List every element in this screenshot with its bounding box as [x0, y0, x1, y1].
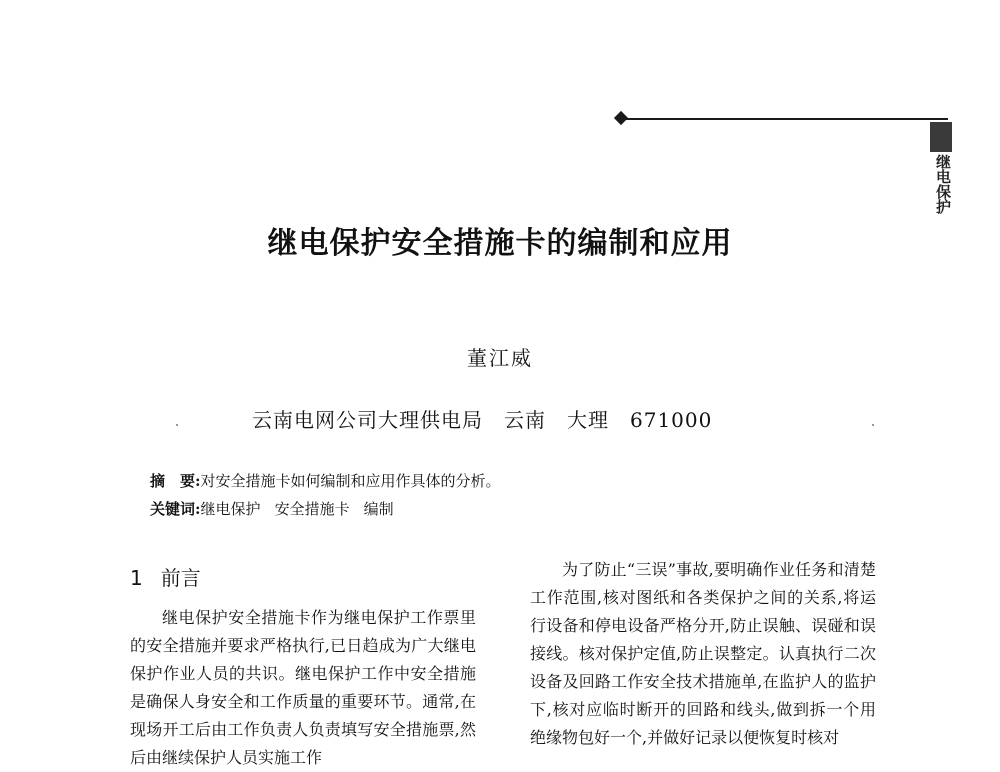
scan-speck	[176, 424, 178, 426]
paper-title: 继电保护安全措施卡的编制和应用	[267, 226, 733, 261]
author-name: 董江威	[467, 346, 533, 370]
body-paragraph: 为了防止“三误”事故,要明确作业任务和清楚工作范围,核对图纸和各类保护之间的关系,将运行设备和停电设备严格分开,防止误触、误碰和误接线。核对保护定值,防止误整定。认真执行二次设备及回路工作安全技术措施单,在监护人的监护下,核对应临时断开的回路和线头,做到拆一个用绝缘物包好一个,并做好记录以便恢复时核对	[530, 560, 876, 747]
abstract-label: 摘 要:	[150, 472, 201, 490]
keyword: 编制	[363, 500, 394, 518]
keywords	[150, 498, 408, 519]
section-tag-block	[930, 122, 952, 152]
keywords-label: 关键词:	[150, 500, 201, 518]
section-tag-text: 继电保护	[934, 154, 952, 214]
abstract	[150, 470, 501, 491]
section-title: 前言	[160, 566, 201, 590]
body-paragraph: 继电保护安全措施卡作为继电保护工作票里的安全措施并要求严格执行,已日趋成为广大继电保护作业人员的共识。继电保护工作中安全措施是确保人身安全和工作质量的重要环节。通常,在现场开工后由工作负责人负责填写安全措施票,然后由继续保护人员实施工作	[130, 608, 476, 767]
author-affiliation: 云南电网公司大理供电局 云南 大理 671000	[252, 408, 713, 432]
keyword: 继电保护	[200, 500, 261, 518]
body-column-right	[530, 556, 876, 752]
section-tag	[928, 122, 952, 232]
body-column-left	[130, 556, 476, 772]
header-rule	[622, 118, 948, 120]
scan-speck	[872, 424, 874, 426]
abstract-text: 对安全措施卡如何编制和应用作具体的分析。	[200, 472, 501, 490]
section-heading	[130, 556, 476, 600]
section-number: 1	[130, 566, 143, 590]
keyword: 安全措施卡	[274, 500, 350, 518]
